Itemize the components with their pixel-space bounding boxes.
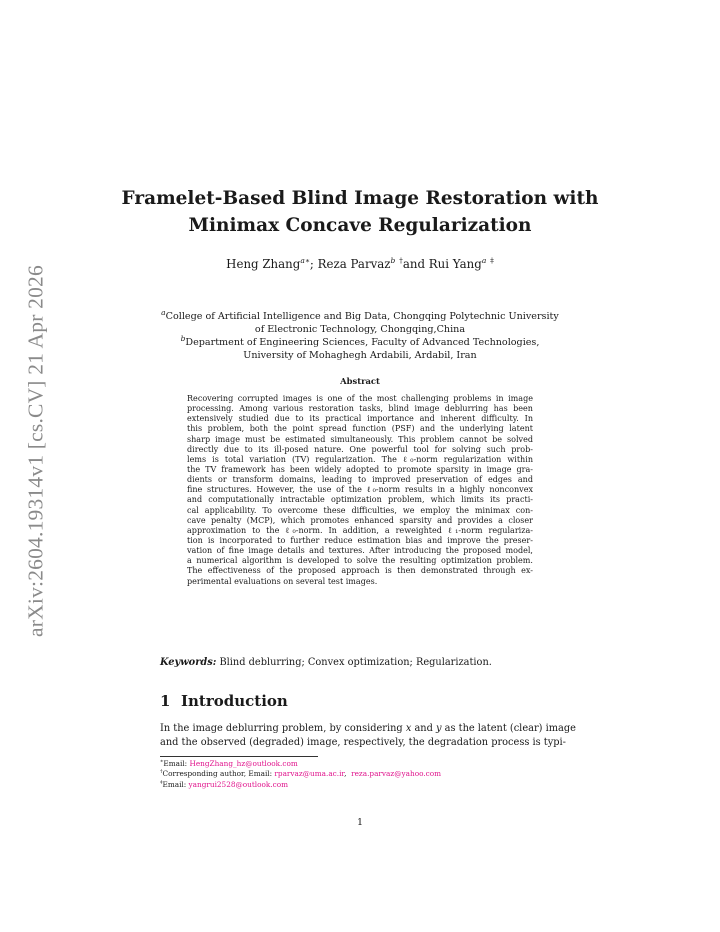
footnote-mark: ∗: [160, 758, 164, 765]
affiliation-line: University of Mohaghegh Ardabili, Ardabil, Iran: [243, 350, 477, 361]
footnote: [160, 769, 441, 779]
abstract-line: processing. Among various restoration tasks, blind image deblurring has been: [187, 404, 533, 414]
intro-text: In the image deblurring problem, by considering: [160, 723, 406, 734]
abstract-line: cave penalty (MCP), which promotes enhanced sparsity and provides a closer: [187, 515, 533, 525]
footnote-prefix: Email:: [162, 779, 189, 789]
affiliation-label: a: [161, 307, 166, 317]
author-separator: and: [402, 257, 429, 271]
footnote: [160, 759, 441, 769]
abstract-line: a numerical algorithm is developed to solve the resulting optimization problem.: [187, 556, 533, 566]
author-footnote-mark: †: [399, 256, 403, 266]
affiliation-text: College of Artificial Intelligence and Big Data, Chongqing Polytechnic University: [165, 311, 559, 322]
email-link[interactable]: HengZhang_hz@outlook.com: [189, 759, 298, 768]
footnote-separator: ,: [344, 769, 352, 779]
abstract-line: perimental evaluations on several test images.: [187, 576, 378, 586]
footnotes: [160, 759, 441, 790]
intro-line: [160, 722, 576, 736]
page-number: 1: [356, 817, 364, 828]
author-name: Rui Yang: [428, 257, 482, 271]
keywords: [160, 657, 492, 668]
abstract-line: dients or transform domains, leading to improved preservation of edges and: [187, 475, 533, 485]
author-name: Reza Parvaz: [317, 257, 391, 271]
abstract-line: The effectiveness of the proposed approach is then demonstrated through ex-: [187, 566, 533, 576]
affiliation-line: of Electronic Technology, Chongqing,China: [254, 324, 466, 335]
author-separator: ;: [309, 257, 318, 271]
affiliations: [110, 307, 610, 362]
affiliation-label: b: [180, 333, 186, 343]
paper-title-line-2: Minimax Concave Regularization: [188, 215, 532, 236]
abstract-line: fine structures. However, the use of the ℓ₀-norm results in a highly nonconvex: [187, 485, 533, 495]
intro-text: and: [411, 723, 436, 734]
footnote: [160, 780, 441, 790]
abstract-line: tion is incorporated to further reduce estimation bias and improve the preser-: [187, 535, 533, 545]
email-link[interactable]: reza.parvaz@yahoo.com: [351, 769, 442, 779]
footnote-prefix: Corresponding author, Email:: [162, 769, 275, 779]
email-link[interactable]: yangrui2528@outlook.com: [188, 779, 289, 789]
author-footnote-mark: ‡: [490, 256, 494, 266]
author-name: Heng Zhang: [226, 257, 301, 271]
abstract-line: directly due to its ill-posed nature. One powerful tool for solving such prob-: [187, 444, 533, 454]
abstract-line: this problem, both the point spread function (PSF) and the underlying latent: [187, 424, 533, 434]
author-affiliation-mark: a: [481, 256, 487, 266]
abstract-line: vation of fine image details and textures. After introducing the proposed model,: [187, 546, 533, 556]
paper-title: [110, 185, 610, 239]
abstract-line: and computationally intractable optimization problem, which limits its practi-: [187, 495, 533, 505]
abstract-heading: Abstract: [340, 376, 380, 386]
affiliation-line: [110, 307, 610, 323]
introduction-paragraph: [160, 722, 576, 750]
intro-text: as the latent (clear) image: [441, 723, 576, 734]
author-list: [110, 257, 610, 271]
author-footnote-mark: ∗: [304, 256, 310, 266]
arxiv-identifier-stamp: arXiv:2604.19314v1 [cs.CV] 21 Apr 2026: [23, 265, 48, 637]
abstract-line: the TV framework has been widely adopted to promote sparsity in image gra-: [187, 464, 533, 474]
footnote-mark: ‡: [160, 779, 163, 786]
footnote-mark: †: [160, 768, 163, 775]
paper-title-line-1: Framelet-Based Blind Image Restoration with: [121, 188, 599, 209]
math-variable: y: [436, 723, 442, 734]
abstract-line: Recovering corrupted images is one of the most challenging problems in image: [187, 394, 533, 403]
affiliation-line: [110, 333, 610, 349]
abstract-line: cal applicability. To overcome these difficulties, we employ the minimax con-: [187, 505, 533, 515]
author-affiliation-mark: b: [390, 256, 396, 266]
abstract-line: extensively studied due to its practical importance and inherent difficulty. In: [187, 414, 533, 424]
math-variable: x: [405, 723, 412, 734]
abstract-line: approximation to the ℓ₀-norm. In addition, a reweighted ℓ₁-norm regulariza-: [187, 525, 533, 535]
abstract-line: sharp image must be estimated simultaneously. This problem cannot be solved: [187, 434, 533, 444]
keywords-text: Blind deblurring; Convex optimization; Regularization.: [219, 657, 492, 668]
email-link[interactable]: rparvaz@uma.ac.ir: [274, 769, 345, 779]
footnote-divider: [160, 756, 318, 757]
footnote-prefix: Email:: [163, 759, 190, 768]
section-number: 1: [160, 692, 171, 710]
affiliation-text: Department of Engineering Sciences, Faculty of Advanced Technologies,: [185, 337, 540, 348]
intro-line: and the observed (degraded) image, respectively, the degradation process is typi-: [160, 737, 566, 748]
abstract-body: [187, 394, 533, 587]
keywords-label: Keywords:: [160, 657, 217, 668]
section-heading-introduction: [160, 692, 288, 710]
abstract-line: lems is total variation (TV) regularization. The ℓ₀-norm regularization within: [187, 454, 533, 464]
section-title: Introduction: [181, 692, 288, 710]
author-affiliation-mark: a: [300, 256, 305, 266]
